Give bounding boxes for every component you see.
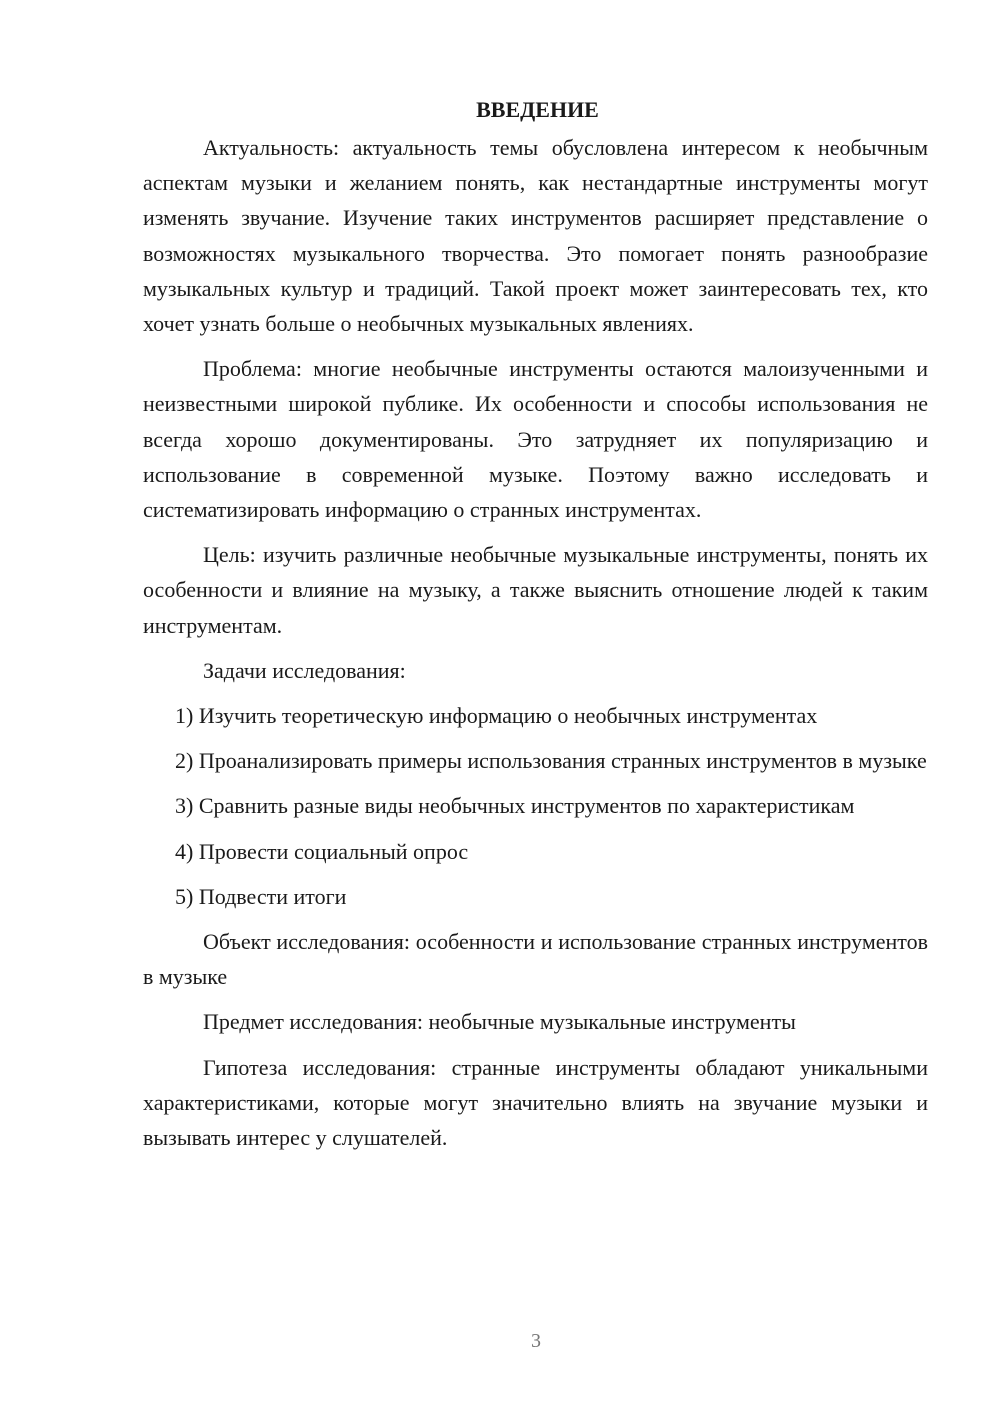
object-paragraph: Объект исследования: особенности и использование странных инструментов в музыке [143, 929, 928, 990]
task-item: 5) Подвести итоги [175, 883, 347, 909]
subject-paragraph: Предмет исследования: необычные музыкальные инструменты [203, 1009, 796, 1035]
problem-paragraph: Проблема: многие необычные инструменты остаются малоизученными и неизвестными широкой публике. Их особенности и способы использования не всегда хорошо документированы. Это затрудняет их популяризацию и использование в современной музыке. Поэтому важно исследовать и систематизировать информацию о странных инструментах. [143, 356, 928, 523]
task-item: 1) Изучить теоретическую информацию о необычных инструментах [175, 703, 818, 729]
hypothesis-paragraph: Гипотеза исследования: странные инструменты обладают уникальными характеристиками, которые могут значительно влиять на звучание музыки и вызывать интерес у слушателей. [143, 1054, 928, 1151]
section-title: ВВЕДЕНИЕ [476, 97, 599, 122]
task-item: 4) Провести социальный опрос [175, 838, 469, 864]
goal-paragraph: Цель: изучить различные необычные музыкальные инструменты, понять их особенности и влияние на музыку, а также выяснить отношение людей к таким инструментам. [143, 542, 928, 638]
tasks-heading: Задачи исследования: [203, 657, 406, 683]
relevance-paragraph: Актуальность: актуальность темы обусловлена интересом к необычным аспектам музыки и желанием понять, как нестандартные инструменты могут изменять звучание. Изучение таких инструментов расширяет представление о возможностях музыкального творчества. Это помогает понять разнообразие музыкальных культур и традиций. Такой проект может заинтересовать тех, кто хочет узнать больше о необычных музыкальных явлениях. [143, 135, 928, 337]
page-number: 3 [531, 1330, 541, 1352]
task-item: 2) Проанализировать примеры использования странных инструментов в музыке [175, 748, 927, 774]
task-item: 3) Сравнить разные виды необычных инструментов по характеристикам [175, 793, 855, 819]
document-page [143, 92, 928, 1165]
